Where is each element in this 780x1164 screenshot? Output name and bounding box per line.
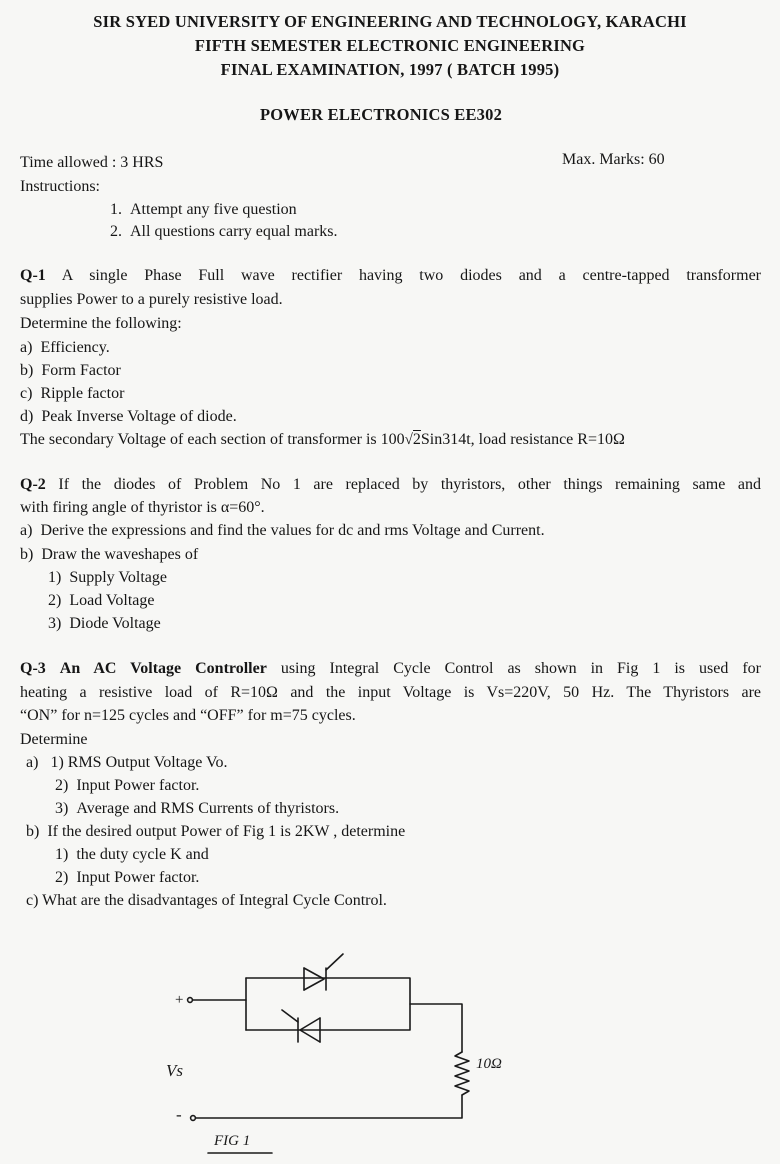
- figure-caption: FIG 1: [214, 1133, 251, 1149]
- q1-line1: Q-1 A single Phase Full wave rectifier having two diodes and a centre-tapped transformer: [20, 267, 761, 284]
- gate-lead-upper: [326, 954, 343, 970]
- instructions-label: Instructions:: [20, 178, 100, 195]
- q1-label: Q-1: [20, 267, 46, 284]
- parallel-block-wires: [246, 978, 410, 1030]
- instruction-item: 1. Attempt any five question: [110, 201, 297, 218]
- instruction-item: 2. All questions carry equal marks.: [110, 223, 338, 240]
- q3-b-item: 1) the duty cycle K and: [55, 846, 209, 863]
- university-name: SIR SYED UNIVERSITY OF ENGINEERING AND TECHNOLOGY, KARACHI: [93, 12, 687, 31]
- vs-label: Vs: [166, 1061, 183, 1080]
- q1-item: c) Ripple factor: [20, 385, 125, 402]
- q2-item: a) Derive the expressions and find the values for dc and rms Voltage and Current.: [20, 522, 545, 539]
- q3-line3: “ON” for n=125 cycles and “OFF” for m=75 cycles.: [20, 707, 356, 724]
- q3-line1: Q-3 An AC Voltage Controller using Integral Cycle Control as shown in Fig 1 is used for: [20, 660, 762, 677]
- max-marks: Max. Marks: 60: [562, 151, 665, 168]
- resistor-icon: [455, 1052, 469, 1095]
- q3-label: Q-3: [20, 660, 46, 677]
- q2-item: b) Draw the waveshapes of: [20, 546, 199, 563]
- q2-subitem: 2) Load Voltage: [48, 592, 155, 609]
- time-allowed: Time allowed : 3 HRS: [20, 154, 164, 171]
- q1-last-line: The secondary Voltage of each section of transformer is 100√2Sin314t, load resistance R=10Ω: [20, 431, 625, 448]
- q3-a-item: 2) Input Power factor.: [55, 777, 200, 794]
- plus-sign: +: [175, 992, 184, 1008]
- q3-b-line: b) If the desired output Power of Fig 1 is 2KW , determine: [26, 823, 406, 840]
- fig1-circuit-diagram: [0, 940, 780, 1164]
- q3-line2: heating a resistive load of R=10Ω and the input Voltage is Vs=220V, 50 Hz. The Thyristors are: [20, 684, 761, 701]
- semester-title: FIFTH SEMESTER ELECTRONIC ENGINEERING: [194, 36, 586, 55]
- sqrt-symbol: √: [404, 432, 413, 448]
- q1-line2: supplies Power to a purely resistive load.: [20, 291, 283, 308]
- q3-c-line: c) What are the disadvantages of Integral Cycle Control.: [26, 892, 387, 909]
- q2-line1: Q-2 If the diodes of Problem No 1 are replaced by thyristors, other things remaining same and: [20, 476, 761, 493]
- q3-determine: Determine: [20, 731, 88, 748]
- return-wire: [196, 1095, 462, 1118]
- q3-a-item: 3) Average and RMS Currents of thyristors.: [55, 800, 340, 817]
- thyristor-upper-icon: [304, 968, 324, 990]
- q1-item: b) Form Factor: [20, 362, 121, 379]
- input-terminal-minus: [191, 1116, 196, 1121]
- resistor-label: 10Ω: [476, 1056, 502, 1072]
- q1-line3: Determine the following:: [20, 315, 182, 332]
- q2-subitem: 1) Supply Voltage: [48, 569, 167, 586]
- subject-title: POWER ELECTRONICS EE302: [259, 105, 503, 124]
- q1-item: d) Peak Inverse Voltage of diode.: [20, 408, 237, 425]
- gate-lead-lower: [282, 1010, 298, 1022]
- q1-item: a) Efficiency.: [20, 339, 110, 356]
- sqrt-radicand: 2: [412, 431, 421, 448]
- q2-label: Q-2: [20, 476, 46, 493]
- exam-title: FINAL EXAMINATION, 1997 ( BATCH 1995): [220, 60, 560, 79]
- input-terminal-plus: [188, 998, 193, 1003]
- q2-subitem: 3) Diode Voltage: [48, 615, 161, 632]
- minus-sign: -: [176, 1105, 182, 1124]
- q2-line2: with firing angle of thyristor is α=60°.: [20, 499, 265, 516]
- q3-a-item: a) 1) RMS Output Voltage Vo.: [26, 754, 228, 771]
- load-wire-top: [410, 1004, 462, 1052]
- q3-b-item: 2) Input Power factor.: [55, 869, 200, 886]
